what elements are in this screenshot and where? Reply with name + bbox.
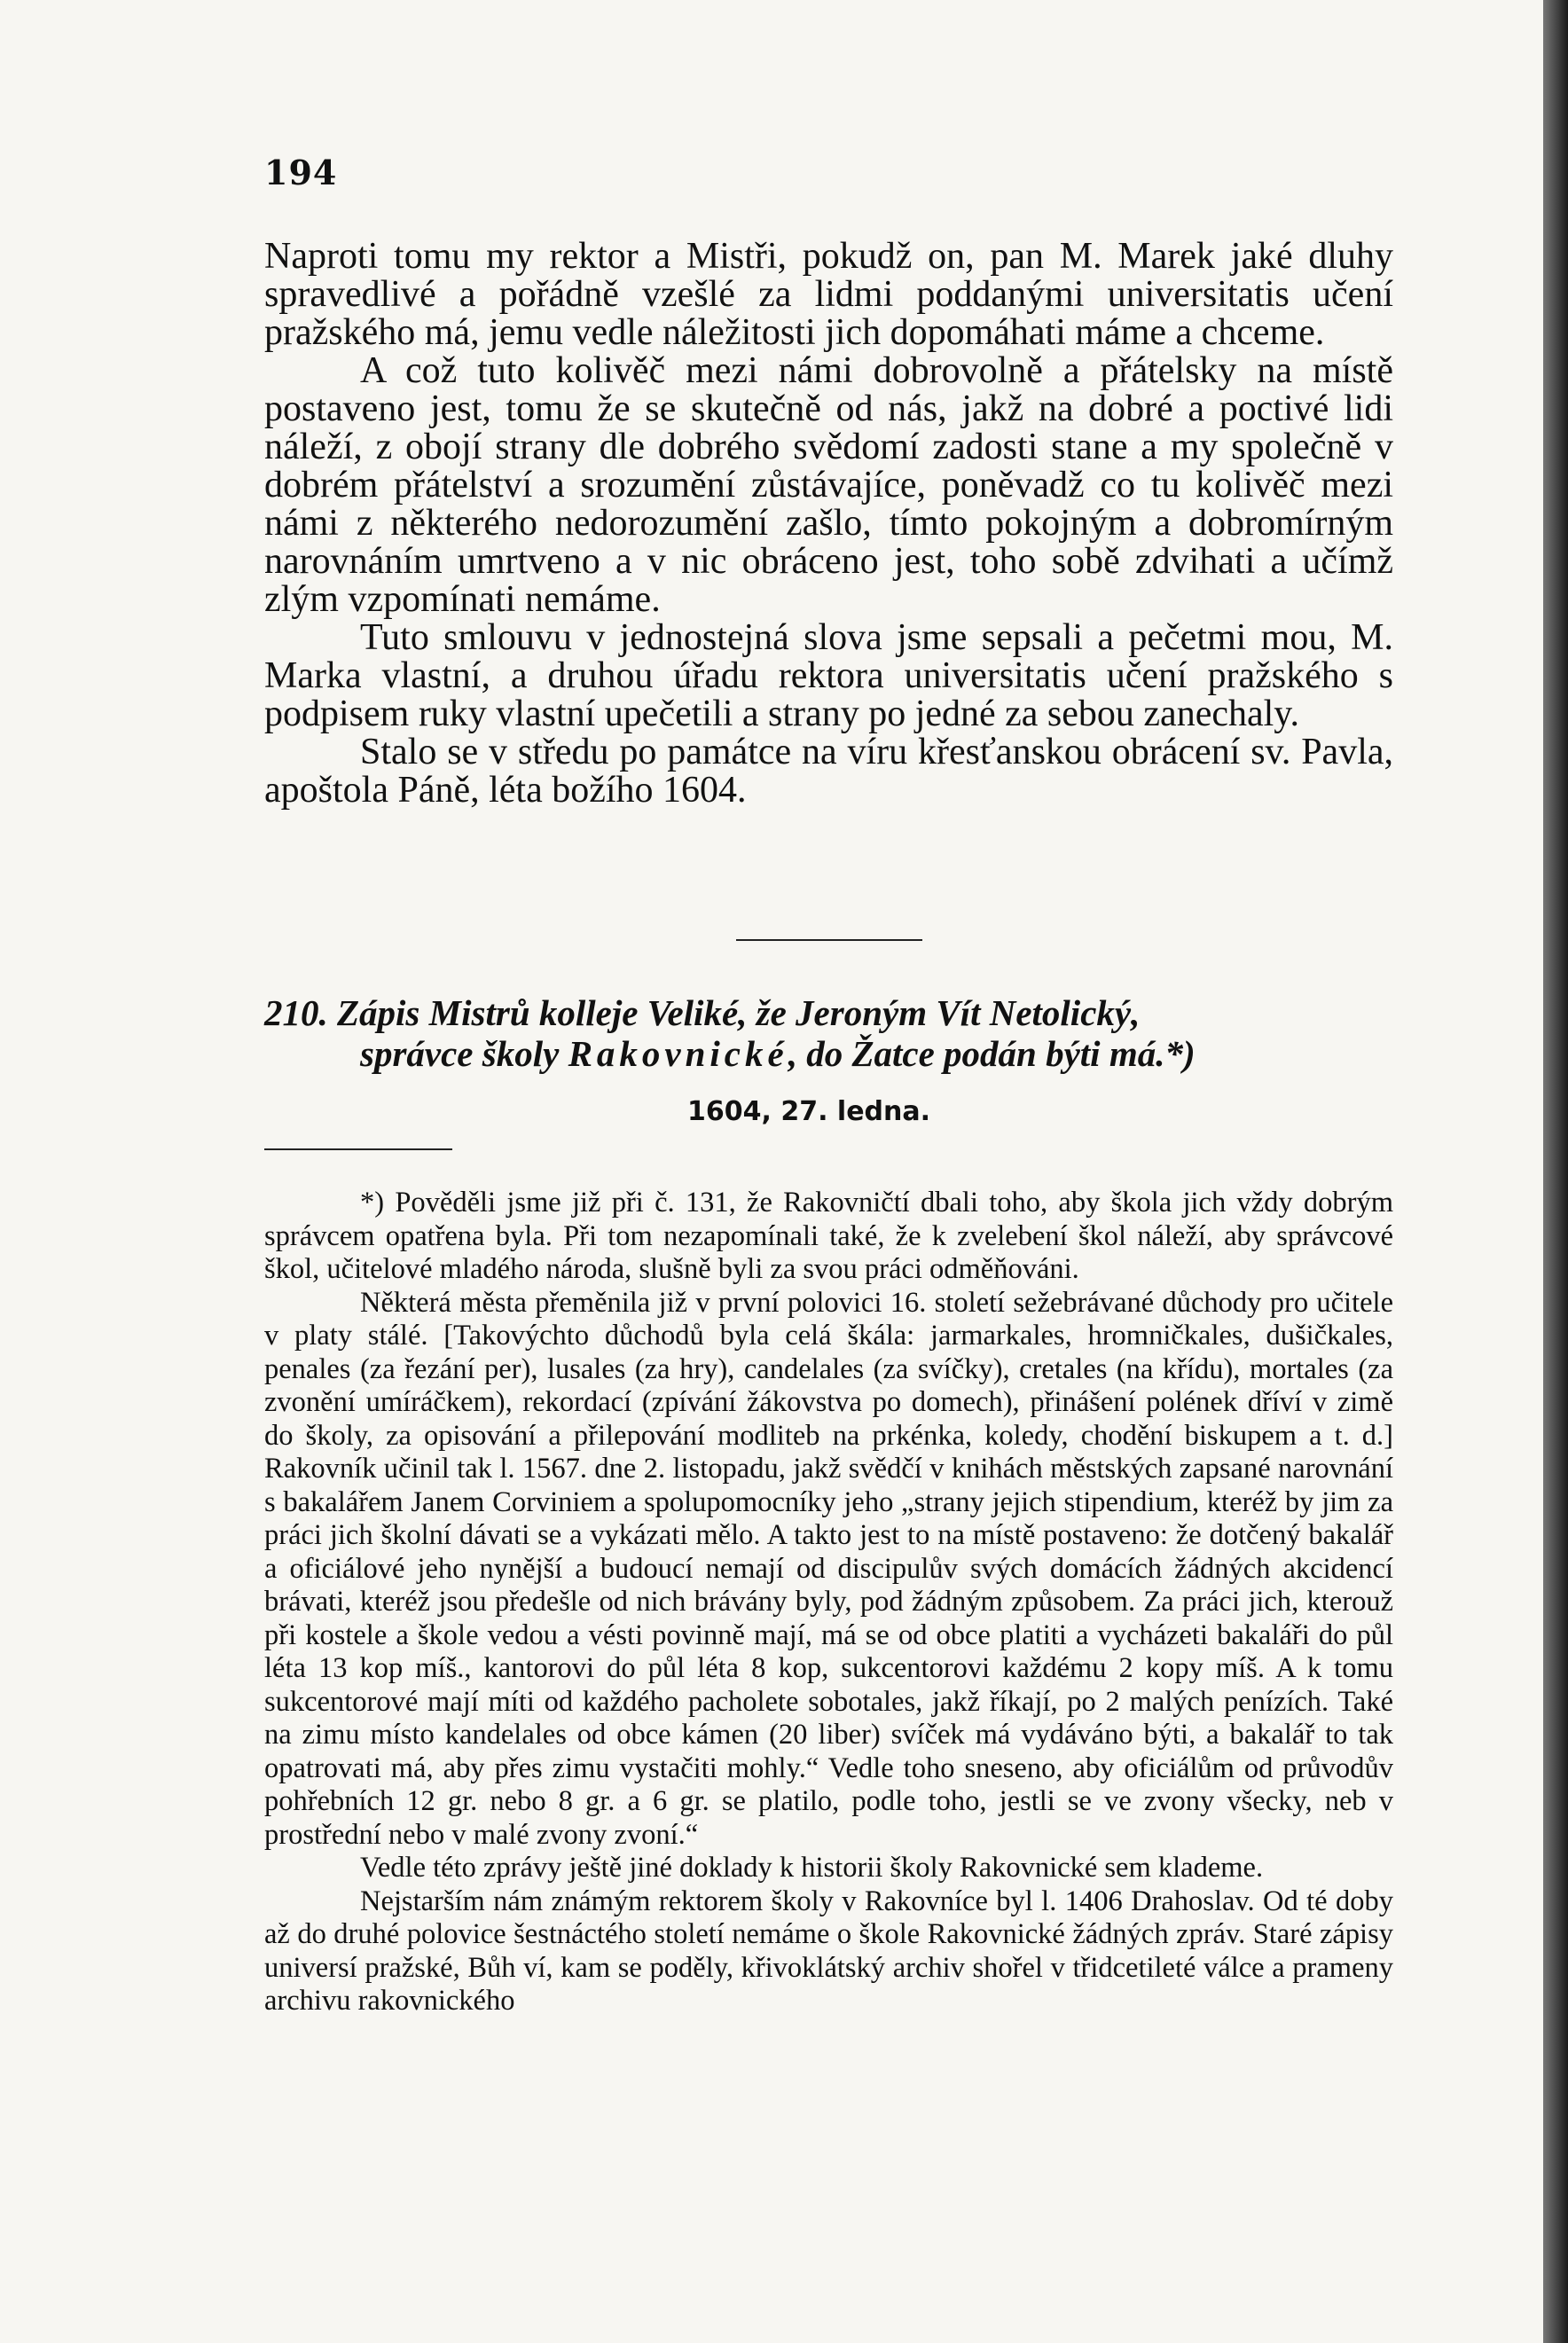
main-paragraph-4: Stalo se v středu po památce na víru křesťanskou obrácení sv. Pavla, apoštola Páně, léta božího 1604.	[264, 732, 1393, 811]
heading-part-2a: správce školy	[360, 1033, 560, 1074]
footnote	[264, 1187, 1393, 2018]
main-paragraph-3: Tuto smlouvu v jednostejná slova jsme sepsali a pečetmi mou, M. Marka vlastní, a druhou úřadu rektora universitatis učení pražského s podpisem ruky vlastní upečetili a strany po jedné za sebou zanechaly.	[264, 617, 1393, 734]
main-text	[264, 238, 1393, 810]
main-paragraph-2: A což tuto kolivěč mezi námi dobrovolně a přátelsky na místě postaveno jest, tomu že se skutečně od nás, jakž na dobré a poctivé lidi náleží, z obojí strany dle dobrého svědomí zadosti stane a my společně v dobrém přátelství a srozumění zůstávajíce, poněvadž co tu kolivěč mezi námi z některého nedorozumění zašlo, tímto pokojným a dobromírným narovnáním umrtveno a v nic obráceno jest, toho sobě zdvihati a učímž zlým vzpomínati nemáme.	[264, 350, 1393, 620]
heading-part-2c: , do Žatce podán býti má.*)	[788, 1033, 1196, 1074]
footnote-paragraph-1: *) Pověděli jsme již při č. 131, že Rakovničtí dbali toho, aby škola jich vždy dobrým správcem opatřena byla. Při tom nezapomínali také, že k zvelebení škol náleží, aby správcové škol, učitelové mladého národa, slušně byli za svou práci odměňováni.	[264, 1187, 1393, 1285]
section-divider	[736, 939, 922, 941]
footnote-paragraph-3: Vedle této zprávy ještě jiné doklady k historii školy Rakovnické sem klademe.	[360, 1852, 1264, 1884]
document-heading	[264, 992, 1393, 1074]
document-date: 1604, 27. ledna.	[687, 1096, 931, 1127]
heading-line-1: Zápis Mistrů kolleje Veliké, že Jeroným Vít Netolický,	[337, 992, 1141, 1033]
footnote-rule	[264, 1148, 452, 1150]
page-edge-shadow	[1543, 0, 1568, 2343]
heading-line-2	[264, 1033, 1393, 1074]
footnote-paragraph-2: Některá města přeměnila již v první polovici 16. století sežebrávané důchody pro učitele v platy stálé. [Takovýchto důchodů byla celá škála: jarmarkales, hromničkales, dušičkales, penales (za řezání per), lusales (za hry), candelales (za svíčky), cretales (na křídu), mortales (za zvonění umíráčkem), rekordací (zpívání žákovstva po domech), přinášení polének dříví v zimě do školy, za opisování a přilepování modliteb na prkénka, koledy, chodění biskupem a t. d.] Rakovník učinil tak l. 1567. dne 2. listopadu, jakž svědčí v knihách městských zapsané narovnání s bakalářem Janem Corviniem a spolupomocníky jeho „strany jejich stipendium, kteréž by jim za práci jich školní dávati se a vykázati mělo. A takto jest to na místě postaveno: že dotčený bakalář a oficiálové jeho nynější a budoucí nemají od discipulův svých domácích žádných akcidencí brávati, kteréž jsou předešle od nich brávány byly, pod žádným způsobem. Za práci jich, kterouž při kostele a škole vedou a vésti povinně mají, má se od obce platiti a vycházeti bakaláři do půl léta 13 kop míš., kantorovi do půl léta 8 kop, sukcentorovi každému 2 kopy míš. A k tomu sukcentorové mají míti od každého pacholete sobotales, jakž říkají, po 2 malých penízích. Také na zimu místo kandelales od obce kámen (20 liber) svíček má vydáváno býti, a bakalář to tak opatrovati má, aby přes zimu vystačiti mohly.“ Vedle toho sneseno, aby oficiálům od průvodův pohřebních 12 gr. nebo 8 gr. a 6 gr. se platilo, podle toho, jestli se ve zvony všecky, neb v prostřední nebo v malé zvony zvoní.“	[264, 1286, 1393, 1851]
main-paragraph-1: Naproti tomu my rektor a Mistři, pokudž on, pan M. Marek jaké dluhy spravedlivé a pořádně vzešlé za lidmi poddanými universitatis učení pražského má, jemu vedle náležitosti jich dopomáhati máme a chceme.	[264, 236, 1393, 353]
page-number: 194	[264, 153, 338, 192]
footnote-paragraph-4: Nejstarším nám známým rektorem školy v Rakovníce byl l. 1406 Drahoslav. Od té doby až do druhé polovice šestnáctého století nemáme o škole Rakovnické žádných zpráv. Staré zápisy universí pražské, Bůh ví, kam se poděly, křivoklátský archiv shořel v třidcetileté válce a prameny archivu rakovnického	[264, 1885, 1393, 2017]
document-number: 210.	[264, 992, 328, 1033]
heading-spaced-word: Rakovnické	[568, 1033, 788, 1074]
